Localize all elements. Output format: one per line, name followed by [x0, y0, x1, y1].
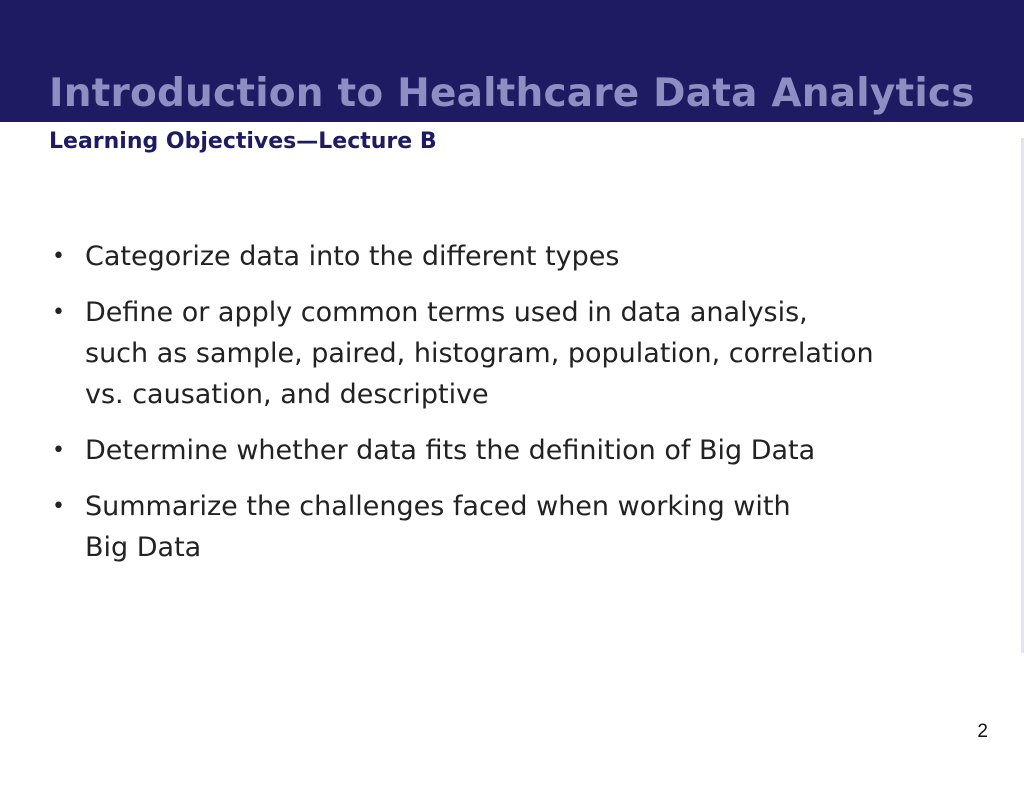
objective-item — [49, 236, 979, 277]
objective-item — [49, 430, 979, 471]
bullet-icon: • — [52, 438, 65, 463]
objective-text: vs. causation, and descriptive — [85, 379, 489, 410]
objective-text: Big Data — [85, 532, 202, 563]
bullet-icon: • — [52, 244, 65, 269]
bullet-icon: • — [52, 494, 65, 519]
slide-subtitle: Learning Objectives—Lecture B — [49, 129, 437, 154]
objective-item — [49, 486, 979, 568]
objective-text: Define or apply common terms used in data analysis, — [85, 297, 808, 328]
objective-text: such as sample, paired, histogram, population, correlation — [85, 338, 874, 369]
objective-text: Summarize the challenges faced when working with — [85, 491, 791, 522]
bullet-icon: • — [52, 300, 65, 325]
page-number: 2 — [977, 721, 988, 742]
slide-title: Introduction to Healthcare Data Analytics — [49, 71, 975, 116]
objective-text: Determine whether data fits the definition of Big Data — [85, 435, 816, 466]
objective-text: Categorize data into the different types — [85, 241, 620, 272]
objective-item — [49, 292, 979, 415]
objectives-list — [49, 236, 979, 583]
